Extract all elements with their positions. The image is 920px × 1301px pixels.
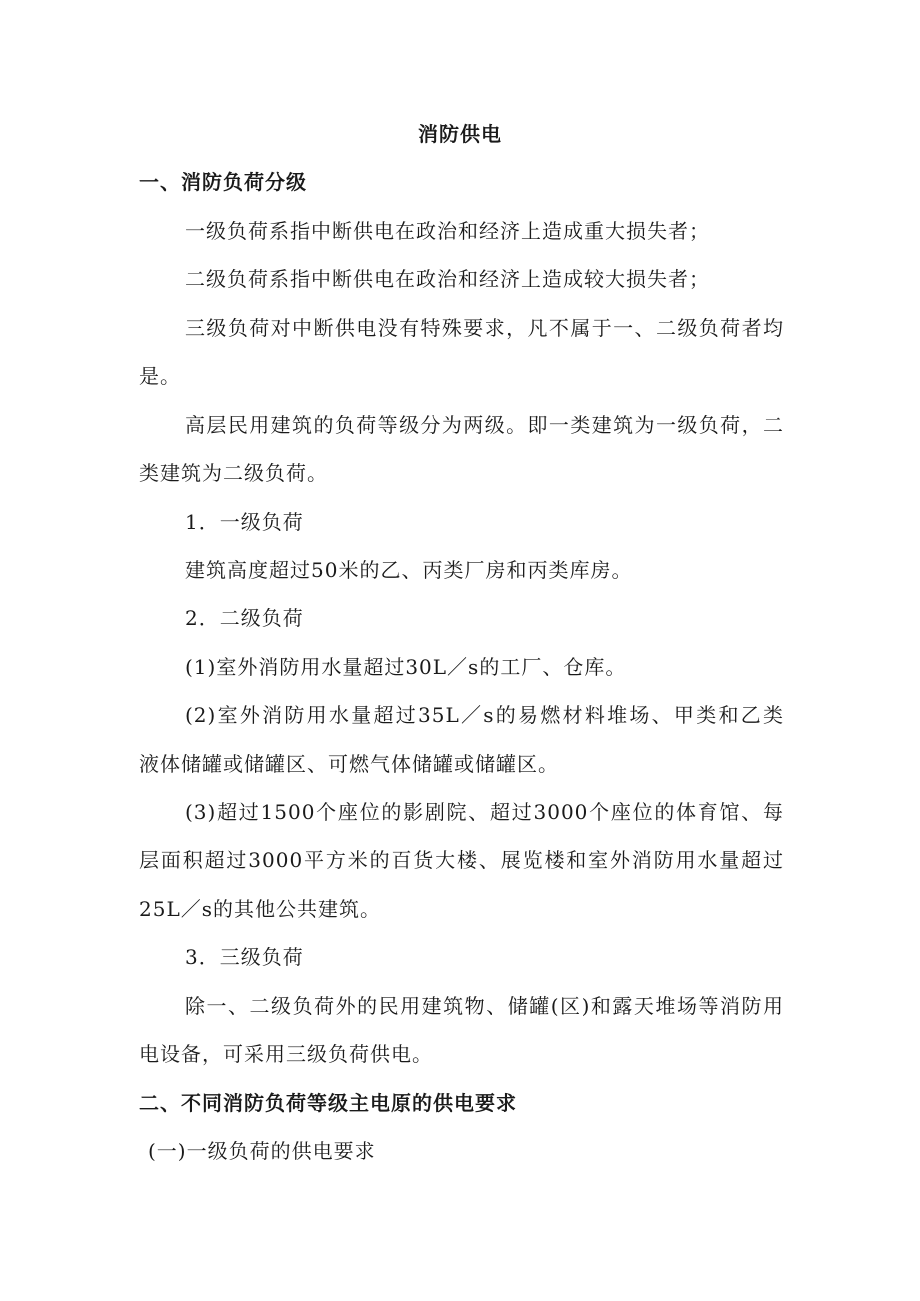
item-2-subitem-3-line-2: 层面积超过3000平方米的百货大楼、展览楼和室外消防用水量超过 (139, 848, 784, 872)
item-2-heading: 2．二级负荷 (185, 606, 304, 630)
item-2-subitem-2-line-1: (2)室外消防用水量超过35L／s的易燃材料堆场、甲类和乙类 (185, 703, 784, 727)
item-2-subitem-3-line-1: (3)超过1500个座位的影剧院、超过3000个座位的体育馆、每 (185, 800, 784, 824)
section-2-heading: 二、不同消防负荷等级主电原的供电要求 (139, 1091, 517, 1115)
paragraph-level-1-definition: 一级负荷系指中断供电在政治和经济上造成重大损失者； (185, 219, 710, 243)
item-2-subitem-2-line-2: 液体储罐或储罐区、可燃气体储罐或储罐区。 (139, 752, 559, 776)
paragraph-level-2-definition: 二级负荷系指中断供电在政治和经济上造成较大损失者； (185, 267, 710, 291)
item-2-subitem-3-line-3: 25L／s的其他公共建筑。 (139, 897, 381, 921)
item-3-text-line-1: 除一、二级负荷外的民用建筑物、储罐(区)和露天堆场等消防用 (185, 994, 784, 1018)
item-3-text-line-2: 电设备，可采用三级负荷供电。 (139, 1042, 433, 1066)
item-3-heading: 3．三级负荷 (185, 945, 304, 969)
paragraph-high-rise-line-2: 类建筑为二级负荷。 (139, 461, 328, 485)
section-2-subheading-1: (一)一级负荷的供电要求 (148, 1139, 376, 1163)
paragraph-level-3-definition-line-1: 三级负荷对中断供电没有特殊要求，凡不属于一、二级负荷者均 (185, 316, 784, 340)
item-2-subitem-1: (1)室外消防用水量超过30L／s的工厂、仓库。 (185, 655, 627, 679)
item-1-text: 建筑高度超过50米的乙、丙类厂房和丙类库房。 (185, 558, 633, 582)
paragraph-level-3-definition-line-2: 是。 (139, 364, 181, 388)
section-1-heading: 一、消防负荷分级 (139, 170, 307, 194)
paragraph-high-rise-line-1: 高层民用建筑的负荷等级分为两级。即一类建筑为一级负荷，二 (185, 413, 784, 437)
item-1-heading: 1．一级负荷 (185, 510, 304, 534)
page-title: 消防供电 (418, 122, 502, 146)
